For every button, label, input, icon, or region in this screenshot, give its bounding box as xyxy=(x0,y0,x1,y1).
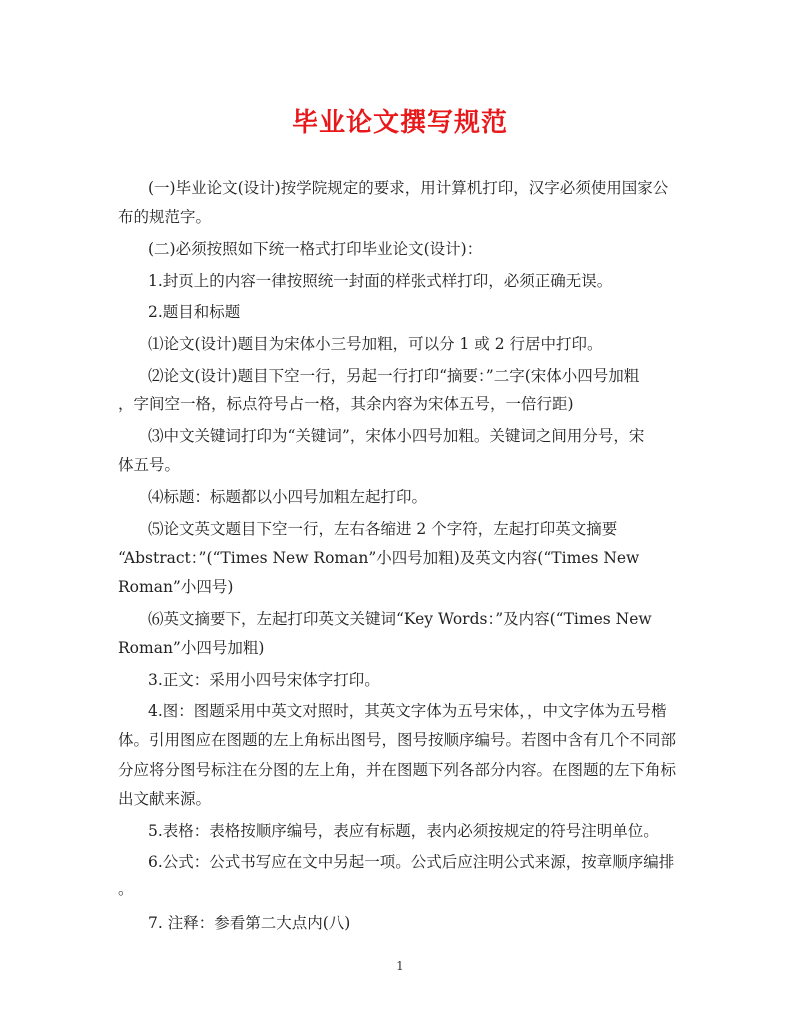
paragraph-line: 4.图：图题采用中英文对照时，其英文字体为五号宋体，，中文字体为五号楷 xyxy=(148,702,667,720)
paragraph-line: 布的规范字。 xyxy=(118,208,212,226)
document-title: 毕业论文撰写规范 xyxy=(291,108,508,138)
paragraph-line: 体。引用图应在图题的左上角标出图号，图号按顺序编号。若图中含有几个不同部 xyxy=(118,731,677,749)
paragraph-line: ，字间空一格，标点符号占一格，其余内容为宋体五号，一倍行距) xyxy=(118,395,574,413)
paragraph-line: 5.表格：表格按顺序编号，表应有标题，表内必须按规定的符号注明单位。 xyxy=(148,822,659,840)
paragraph-line: Roman”小四号加粗) xyxy=(118,639,265,657)
paragraph-line: ⑶中文关键词打印为“关键词”，宋体小四号加粗。关键词之间用分号，宋 xyxy=(148,427,645,445)
paragraph-line: 6.公式：公式书写应在文中另起一项。公式后应注明公式来源，按章顺序编排 xyxy=(148,853,675,871)
page-number: 1 xyxy=(396,959,404,973)
paragraph-line: “Abstract：”(“Times New Roman”小四号加粗)及英文内容(“Times New xyxy=(118,549,640,567)
paragraph-line: 1.封页上的内容一律按照统一封面的样张式样打印，必须正确无误。 xyxy=(148,272,613,290)
paragraph-line: ⑷标题：标题都以小四号加粗左起打印。 xyxy=(148,488,428,506)
paragraph-line: 2.题目和标题 xyxy=(148,303,241,321)
paragraph-line: ⑸论文英文题目下空一行，左右各缩进 2 个字符，左起打印英文摘要 xyxy=(148,520,618,538)
paragraph-line: 出文献来源。 xyxy=(118,790,212,808)
paragraph-line: 7. 注释：参看第二大点内(八) xyxy=(148,914,351,932)
paragraph-line: 体五号。 xyxy=(118,456,181,474)
paragraph-line: 分应将分图号标注在分图的左上角，并在图题下列各部分内容。在图题的左下角标 xyxy=(118,761,677,779)
paragraph-line: ⑹英文摘要下，左起打印英文关键词“Key Words：”及内容(“Times New xyxy=(148,610,652,628)
paragraph-line: (二)必须按照如下统一格式打印毕业论文(设计)： xyxy=(148,240,483,258)
paragraph-line: Roman”小四号) xyxy=(118,578,234,596)
paragraph-line: (一)毕业论文(设计)按学院规定的要求，用计算机打印，汉字必须使用国家公 xyxy=(148,179,669,197)
paragraph-line: ⑴论文(设计)题目为宋体小三号加粗，可以分 1 或 2 行居中打印。 xyxy=(148,335,603,353)
paragraph-line: 。 xyxy=(118,880,134,898)
paragraph-line: ⑵论文(设计)题目下空一行，另起一行打印“摘要：”二字(宋体小四号加粗 xyxy=(148,367,640,385)
paragraph-line: 3.正文：采用小四号宋体字打印。 xyxy=(148,671,380,689)
